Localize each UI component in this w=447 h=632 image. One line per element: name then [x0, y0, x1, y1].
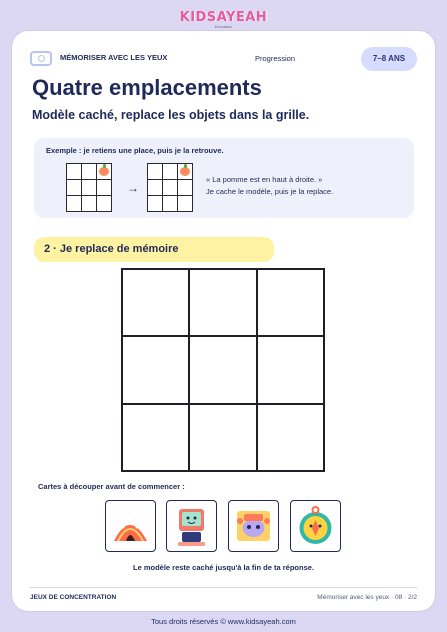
answer-grid: [121, 268, 325, 472]
camera-icon: [30, 51, 52, 66]
robot-icon: [167, 501, 216, 551]
page-title: Quatre emplacements: [32, 75, 262, 100]
logo-text: KIDSAYEAH: [179, 10, 268, 25]
apple-icon: [180, 167, 190, 176]
grid-cell[interactable]: [189, 269, 256, 336]
copyright-footer: Tous droits réservés © www.kidsayeah.com: [151, 617, 296, 626]
sheet-footer: [30, 587, 417, 601]
example-grid-before: [66, 163, 111, 211]
worksheet-header: [30, 46, 417, 72]
grid-cell[interactable]: [189, 404, 256, 471]
cards-label: Cartes à découper avant de commencer :: [38, 482, 185, 491]
section-label: MÉMORISER AVEC LES YEUX: [60, 53, 168, 62]
worksheet: [12, 31, 435, 611]
brand-logo: [0, 8, 447, 29]
grid-cell[interactable]: [122, 269, 189, 336]
instruction-note: Le modèle reste caché jusqu'à la fin de ta réponse.: [132, 563, 314, 572]
example-title: Exemple : je retiens une place, puis je la retrouve.: [46, 146, 224, 155]
example-explanation: [206, 174, 333, 198]
card-compass[interactable]: [290, 500, 341, 552]
grid-cell[interactable]: [257, 404, 324, 471]
page-subtitle: Modèle caché, replace les objets dans la grille.: [32, 108, 310, 122]
age-badge: 7–8 ANS: [361, 47, 417, 71]
step-heading: 2 · Je replace de mémoire: [34, 237, 274, 262]
card-robot[interactable]: [166, 500, 217, 552]
grid-cell[interactable]: [189, 336, 256, 403]
arrow-icon: →: [127, 181, 139, 195]
compass-icon: [291, 501, 340, 551]
grid-cell[interactable]: [122, 336, 189, 403]
progression-label: Progression: [255, 54, 296, 63]
card-crab[interactable]: [228, 500, 279, 552]
grid-cell[interactable]: [257, 336, 324, 403]
example-grid-after: [147, 163, 192, 211]
logo-tagline: Education: [214, 24, 233, 29]
example-quote-line2: Je cache le modèle, puis je la replace.: [206, 187, 334, 196]
grid-cell[interactable]: [257, 269, 324, 336]
example-quote-line1: « La pomme est en haut à droite. »: [206, 175, 323, 184]
grid-cell[interactable]: [122, 404, 189, 471]
example-box: [34, 138, 414, 218]
footer-category: JEUX DE CONCENTRATION: [30, 594, 117, 601]
footer-page-info: Mémoriser avec les yeux · 08 · 2/2: [317, 594, 417, 601]
card-tent[interactable]: [105, 500, 156, 552]
tent-icon: [106, 501, 155, 551]
apple-icon: [99, 167, 109, 176]
crab-icon: [229, 501, 278, 551]
